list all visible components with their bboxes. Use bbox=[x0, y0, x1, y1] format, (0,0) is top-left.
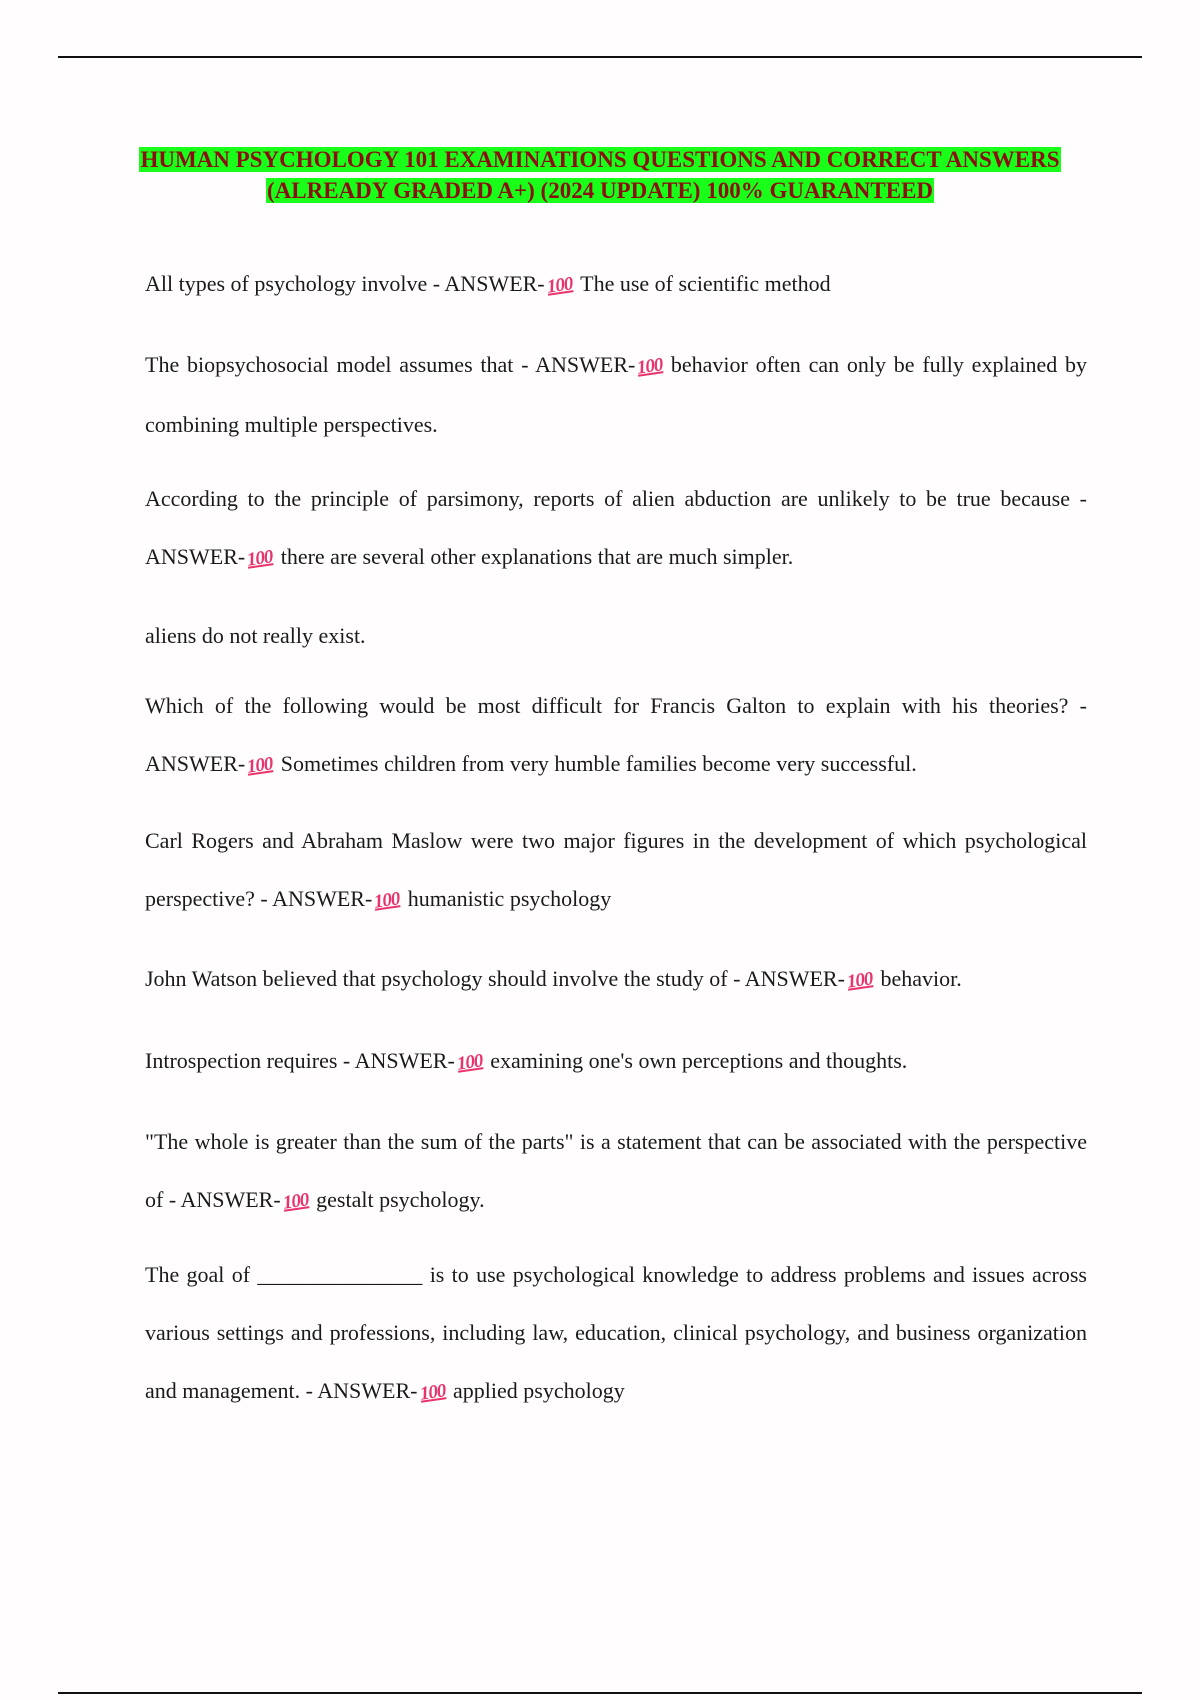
top-rule bbox=[58, 56, 1142, 58]
qa-item-8: "The whole is greater than the sum of the parts" is a statement that can be associated with the perspective of - ANSWER-100 gestalt psychology. bbox=[145, 1113, 1087, 1231]
qa-item-4: Which of the following would be most difficult for Francis Galton to explain with his theories? - ANSWER-100 Sometimes children from very humble families become very successful. bbox=[145, 677, 1087, 795]
hundred-points-icon: 100 bbox=[245, 753, 274, 778]
qa-item-3: According to the principle of parsimony, reports of alien abduction are unlikely to be true because - ANSWER-100 there are several other explanations that are much simpler. bbox=[145, 470, 1087, 588]
document-title: HUMAN PSYCHOLOGY 101 EXAMINATIONS QUESTIONS AND CORRECT ANSWERS (ALREADY GRADED A+) (2024 UPDATE) 100% GUARANTEED bbox=[140, 147, 1060, 203]
hundred-points-icon: 100 bbox=[245, 546, 274, 571]
hundred-points-icon: 100 bbox=[372, 888, 402, 913]
qa-item-2: The biopsychosocial model assumes that - ANSWER-100 behavior often can only be fully explained by combining multiple perspectives. bbox=[145, 336, 1087, 454]
qa-extra-line: aliens do not really exist. bbox=[145, 623, 366, 648]
bottom-rule bbox=[58, 1692, 1142, 1694]
qa-item-5: Carl Rogers and Abraham Maslow were two major figures in the development of which psychological perspective? - ANSWER-100 humanistic psychology bbox=[145, 812, 1087, 930]
qa-item-7: Introspection requires - ANSWER-100 examining one's own perceptions and thoughts. bbox=[145, 1032, 1087, 1092]
hundred-points-icon: 100 bbox=[281, 1189, 310, 1214]
hundred-points-icon: 100 bbox=[545, 273, 574, 298]
qa-item-1: All types of psychology involve - ANSWER-100 The use of scientific method bbox=[145, 255, 1087, 315]
qa-item-9: The goal of _______________ is to use psychological knowledge to address problems and issues across various settings and professions, including law, education, clinical psychology, and business organization and management. - ANSWER-100 applied psychology bbox=[145, 1246, 1087, 1422]
qa-item-6: John Watson believed that psychology should involve the study of - ANSWER-100 behavior. bbox=[145, 950, 1087, 1010]
hundred-points-icon: 100 bbox=[418, 1380, 447, 1405]
hundred-points-icon: 100 bbox=[635, 354, 665, 379]
hundred-points-icon: 100 bbox=[845, 968, 874, 993]
hundred-points-icon: 100 bbox=[455, 1050, 484, 1075]
